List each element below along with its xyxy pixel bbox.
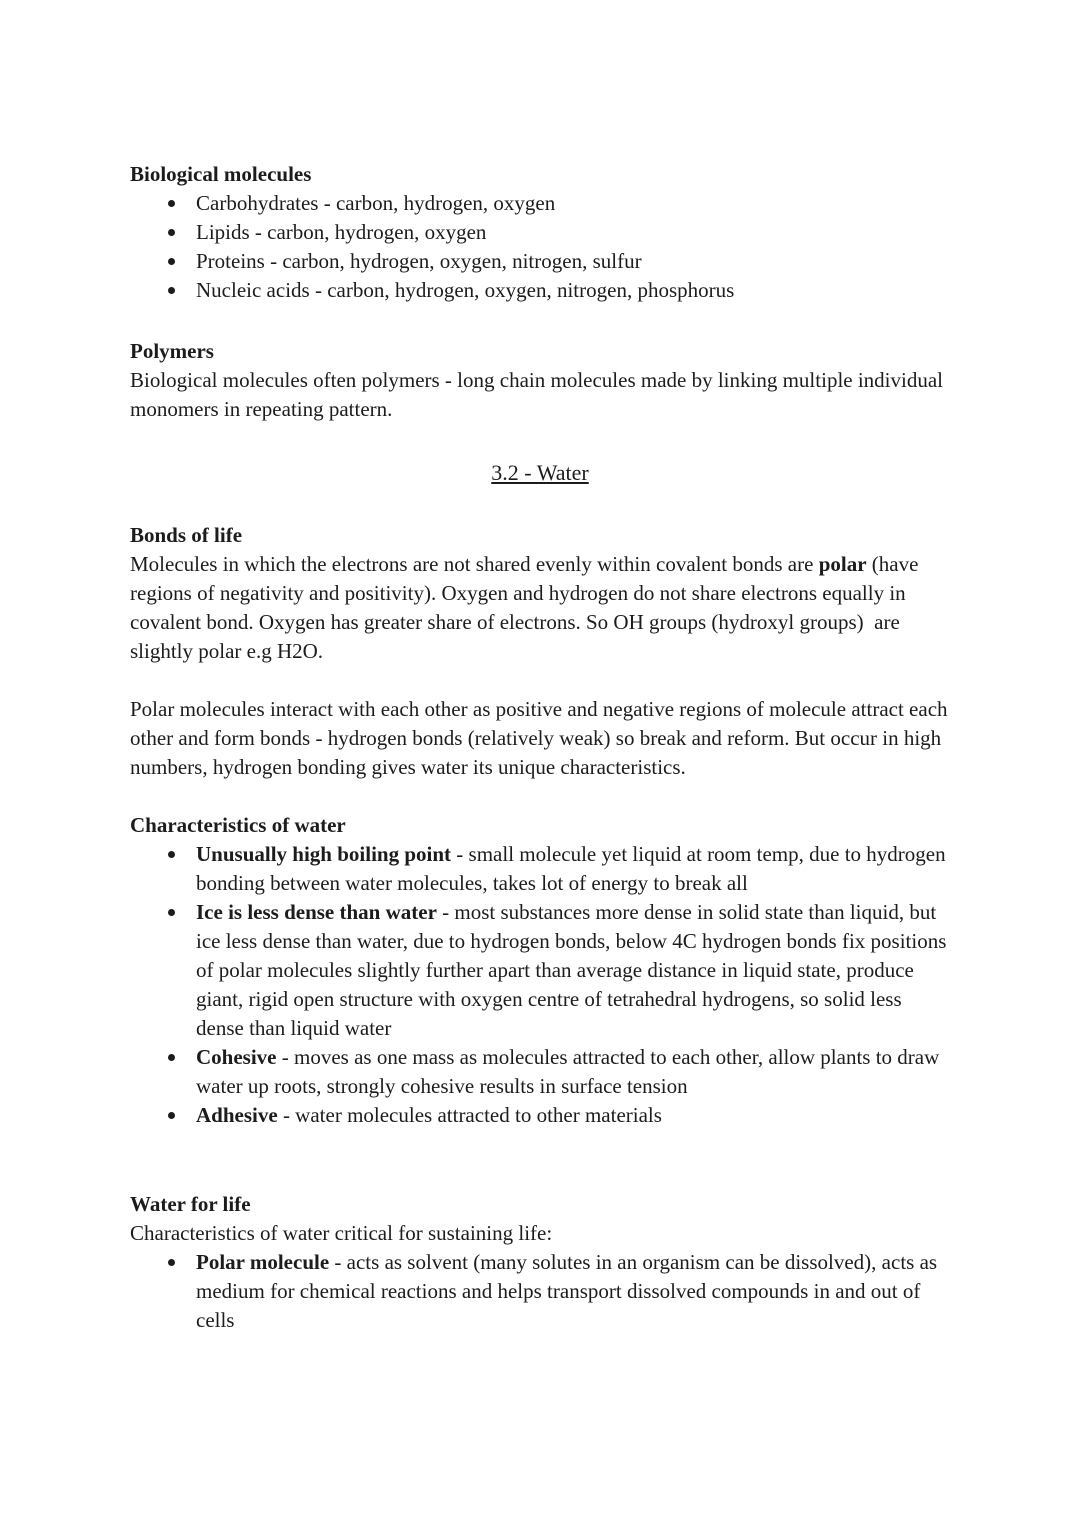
list-item-adhesive — [130, 1101, 950, 1130]
list-item-ice-density — [130, 898, 950, 1043]
heading-water-for-life: Water for life — [130, 1192, 251, 1216]
water-for-life-list — [130, 1248, 950, 1335]
heading-polymers: Polymers — [130, 339, 214, 363]
list-item-lead: Polar molecule — [196, 1250, 330, 1274]
list-item-lead: Cohesive — [196, 1045, 277, 1069]
section-title-water: 3.2 - Water — [491, 460, 589, 485]
list-item-lipids: Lipids - carbon, hydrogen, oxygen — [130, 218, 950, 247]
list-item-lead: Ice is less dense than water — [196, 900, 437, 924]
heading-bonds-of-life: Bonds of life — [130, 523, 243, 547]
list-item-nucleic-acids: Nucleic acids - carbon, hydrogen, oxygen, nitrogen, phosphorus — [130, 276, 950, 305]
list-item-rest: - moves as one mass as molecules attracted to each other, allow plants to draw water up roots, strongly cohesive results in surface tension — [196, 1045, 945, 1098]
bonds-of-life-paragraph-2: Polar molecules interact with each other as positive and negative regions of molecule attract each other and form bonds - hydrogen bonds (relatively weak) so break and reform. But occur in high numbers, hydrogen bonding gives water its unique characteristics. — [130, 697, 953, 779]
heading-biological-molecules: Biological molecules — [130, 162, 312, 186]
polymers-paragraph: Biological molecules often polymers - long chain molecules made by linking multiple individual monomers in repeating pattern. — [130, 368, 949, 421]
list-item-rest: - acts as solvent (many solutes in an organism can be dissolved), acts as medium for chemical reactions and helps transport dissolved compounds in and out of cells — [196, 1250, 943, 1332]
list-item-cohesive — [130, 1043, 950, 1101]
water-for-life-intro: Characteristics of water critical for sustaining life: — [130, 1221, 553, 1245]
bonds-of-life-paragraph-1 — [130, 550, 950, 666]
heading-characteristics-of-water: Characteristics of water — [130, 813, 346, 837]
list-item-carbohydrates: Carbohydrates - carbon, hydrogen, oxygen — [130, 189, 950, 218]
list-item-rest: - most substances more dense in solid state than liquid, but ice less dense than water, due to hydrogen bonds, below 4C hydrogen bonds fix positions of polar molecules slightly further apart than average distance in liquid state, produce giant, rigid open structure with oxygen centre of tetrahedral hydrogens, so solid less dense than liquid water — [196, 900, 952, 1040]
bold-word-polar: polar — [818, 552, 867, 576]
list-item-rest: - water molecules attracted to other materials — [277, 1103, 662, 1127]
paragraph-text: (have regions of negativity and positivity). Oxygen and hydrogen do not share electrons equally in covalent bond. Oxygen has greater share of electrons. So OH groups (hydroxyl groups) are slightly polar e.g H2O. — [130, 552, 924, 663]
list-item-lead: Unusually high boiling point — [196, 842, 452, 866]
list-item-rest: - small molecule yet liquid at room temp, due to hydrogen bonding between water molecules, takes lot of energy to break all — [196, 842, 951, 895]
list-item-polar-molecule — [130, 1248, 950, 1335]
list-item-proteins: Proteins - carbon, hydrogen, oxygen, nitrogen, sulfur — [130, 247, 950, 276]
list-item-lead: Adhesive — [196, 1103, 278, 1127]
paragraph-text: Molecules in which the electrons are not shared evenly within covalent bonds are — [130, 552, 819, 576]
characteristics-of-water-list — [130, 840, 950, 1130]
biological-molecules-list — [130, 189, 950, 305]
list-item-boiling-point — [130, 840, 950, 898]
